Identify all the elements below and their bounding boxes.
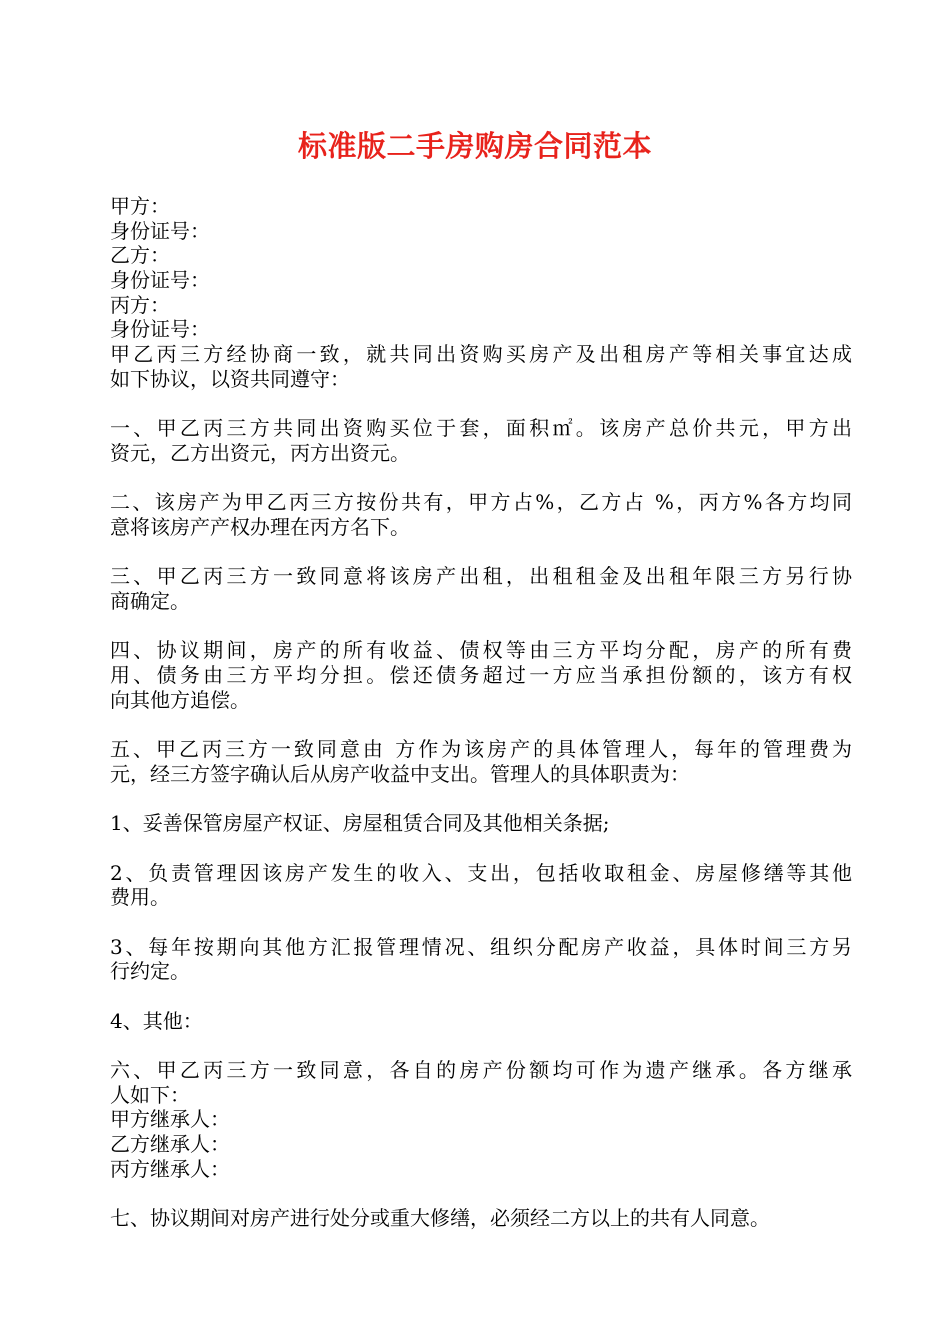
clause-line: 三、甲乙丙三方一致同意将该房产出租，出租租金及出租年限三方另行协 (110, 564, 852, 589)
party-a-id-label: 身份证号： (110, 218, 210, 243)
paragraph-gap (110, 540, 852, 565)
intro-line: 如下协议，以资共同遵守： (110, 366, 350, 391)
clause-6 (110, 1058, 852, 1181)
paragraph-gap (110, 1182, 852, 1207)
clause-line: 向其他方追偿。 (110, 687, 250, 712)
intro-paragraph (110, 342, 852, 391)
clause-line: 1、妥善保管房屋产权证、房屋租赁合同及其他相关条据; (110, 811, 610, 836)
clause-4 (110, 638, 852, 712)
heir-c-label: 丙方继承人： (110, 1156, 230, 1181)
paragraph-gap (110, 836, 852, 861)
clause-line: 3、每年按期向其他方汇报管理情况、组织分配房产收益，具体时间三方另 (110, 934, 852, 959)
clause-1 (110, 416, 852, 465)
paragraph-gap (110, 614, 852, 639)
clause-line: 四、协议期间，房产的所有收益、债权等由三方平均分配，房产的所有费 (110, 638, 852, 663)
party-b-id-label: 身份证号： (110, 268, 210, 293)
duty-2 (110, 861, 852, 910)
clause-line: 元，经三方签字确认后从房产收益中支出。管理人的具体职责为： (110, 761, 690, 786)
duty-1 (110, 811, 852, 836)
duty-3 (110, 935, 852, 984)
party-a-label: 甲方： (110, 194, 170, 218)
clause-line: 4、其他： (110, 1008, 203, 1033)
clause-line: 一、甲乙丙三方共同出资购买位于套，面积㎡。该房产总价共元，甲方出 (110, 416, 852, 441)
heir-a-label: 甲方继承人： (110, 1107, 230, 1132)
paragraph-gap (110, 787, 852, 812)
party-c-id-label: 身份证号： (110, 317, 210, 342)
party-b-label: 乙方： (110, 243, 170, 268)
paragraph-gap (110, 984, 852, 1009)
paragraph-gap (110, 1033, 852, 1058)
clause-line: 二、该房产为甲乙丙三方按份共有，甲方占%，乙方占 %，丙方%各方均同 (110, 490, 852, 515)
party-info (110, 194, 852, 342)
clause-7 (110, 1206, 852, 1231)
clause-line: 用、债务由三方平均分担。偿还债务超过一方应当承担份额的，该方有权 (110, 663, 852, 688)
clause-5 (110, 737, 852, 786)
clause-line: 费用。 (110, 885, 170, 910)
heir-b-label: 乙方继承人： (110, 1132, 230, 1157)
intro-line: 甲乙丙三方经协商一致，就共同出资购买房产及出租房产等相关事宜达成 (110, 342, 852, 367)
clause-line: 五、甲乙丙三方一致同意由 方作为该房产的具体管理人，每年的管理费为 (110, 737, 852, 762)
clause-3 (110, 564, 852, 613)
document-title: 标准版二手房购房合同范本 (297, 129, 652, 163)
party-c-label: 丙方： (110, 292, 170, 317)
paragraph-gap (110, 466, 852, 491)
clause-line: 行约定。 (110, 959, 190, 984)
duty-4 (110, 1009, 852, 1034)
clause-line: 商确定。 (110, 589, 190, 613)
clause-line: 资元，乙方出资元，丙方出资元。 (110, 440, 410, 465)
clause-line: 人如下： (110, 1082, 190, 1107)
clause-line: 2、负责管理因该房产发生的收入、支出，包括收取租金、房屋修缮等其他 (110, 860, 852, 885)
clause-line: 六、甲乙丙三方一致同意，各自的房产份额均可作为遗产继承。各方继承 (110, 1058, 852, 1083)
clause-line: 七、协议期间对房产进行处分或重大修缮，必须经二方以上的共有人同意。 (110, 1206, 770, 1231)
clause-2 (110, 490, 852, 539)
clause-line: 意将该房产产权办理在丙方名下。 (110, 514, 410, 539)
paragraph-gap (110, 712, 852, 737)
document-body (110, 194, 852, 1231)
paragraph-gap (110, 392, 852, 417)
paragraph-gap (110, 910, 852, 935)
